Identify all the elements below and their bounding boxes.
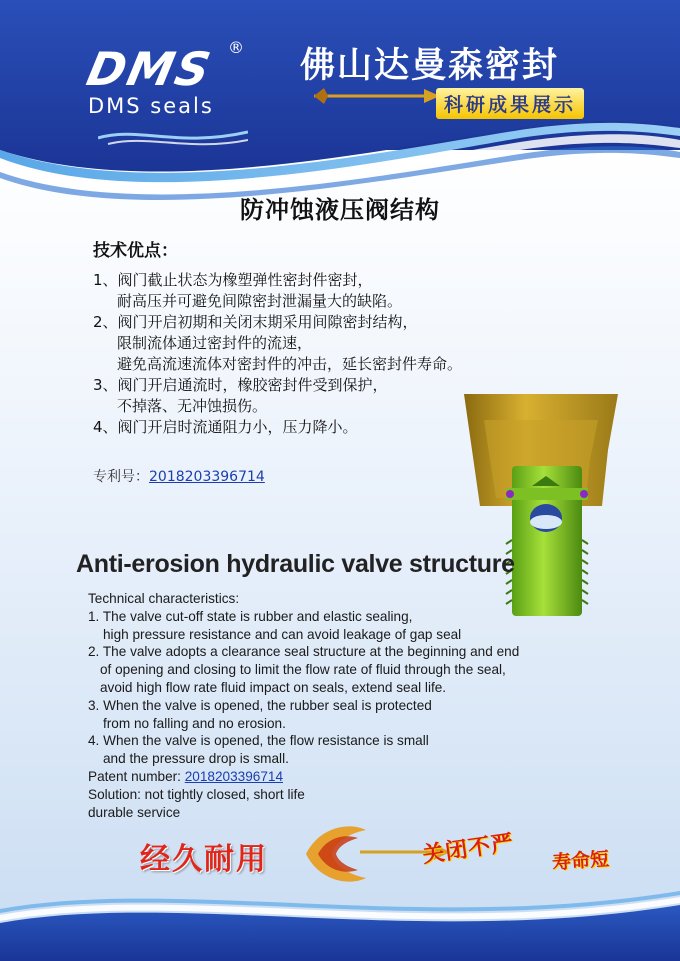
title-english: Anti-erosion hydraulic valve structure [76, 550, 515, 578]
arrow-icon [310, 86, 440, 106]
patent-link[interactable]: 2018203396714 [184, 768, 284, 784]
patent-number-chinese [93, 466, 265, 486]
showcase-label: 科研成果展示 [436, 88, 584, 119]
title-chinese: 防冲蚀液压阀结构 [240, 196, 440, 224]
cn-line: 1、阀门截止状态为橡塑弹性密封件密封， [93, 271, 373, 289]
cn-line: 4、阀门开启时流通阻力小，压力降小。 [93, 418, 358, 436]
cn-line: 耐高压并可避免间隙密封泄漏量大的缺陷。 [117, 292, 403, 310]
patent-link[interactable]: 2018203396714 [149, 469, 265, 485]
en-line: 3. When the valve is opened, the rubber seal is protected [88, 697, 432, 713]
dms-logo [82, 38, 258, 148]
cn-line: 2、阀门开启初期和关闭末期采用间隙密封结构， [93, 313, 418, 331]
cn-line: 限制流体通过密封件的流速， [117, 334, 313, 352]
en-line: 1. The valve cut-off state is rubber and elastic sealing, [88, 608, 413, 624]
logo-wave-icon [98, 124, 248, 148]
solution-line: durable service [88, 804, 181, 820]
logo-mark: DMS [82, 42, 217, 96]
en-line: high pressure resistance and can avoid leakage of gap seal [103, 626, 462, 642]
slogan-not-tight: 关闭不严 [420, 830, 516, 869]
en-line: from no falling and no erosion. [103, 715, 286, 731]
characteristics-list-english [88, 590, 588, 821]
en-line: Technical characteristics: [88, 591, 240, 606]
company-name: 佛山达曼森密封 [300, 46, 560, 86]
advantages-heading: 技术优点： [93, 241, 178, 261]
en-line: avoid high flow rate fluid impact on seals, extend seal life. [100, 679, 447, 695]
slogan-short-life: 寿命短 [551, 848, 610, 874]
logo-subtitle: DMS seals [88, 94, 214, 118]
en-line: 2. The valve adopts a clearance seal structure at the beginning and end [88, 644, 520, 660]
en-line: and the pressure drop is small. [103, 751, 289, 767]
en-line: of opening and closing to limit the flow rate of fluid through the seal, [100, 662, 506, 678]
en-line: 4. When the valve is opened, the flow resistance is small [88, 733, 429, 749]
patent-number-english [88, 768, 588, 786]
patent-label: 专利号： [93, 469, 149, 485]
slogan-durable: 经久耐用 [140, 842, 268, 877]
cn-line: 不掉落、无冲蚀损伤。 [117, 397, 268, 415]
patent-label: Patent number: [88, 768, 185, 784]
cn-line: 3、阀门开启通流时，橡胶密封件受到保护， [93, 376, 388, 394]
cn-line: 避免高流速流体对密封件的冲击，延长密封件寿命。 [117, 355, 463, 373]
solution-line: Solution: not tightly closed, short life [88, 786, 305, 802]
registered-mark: ® [228, 38, 244, 57]
